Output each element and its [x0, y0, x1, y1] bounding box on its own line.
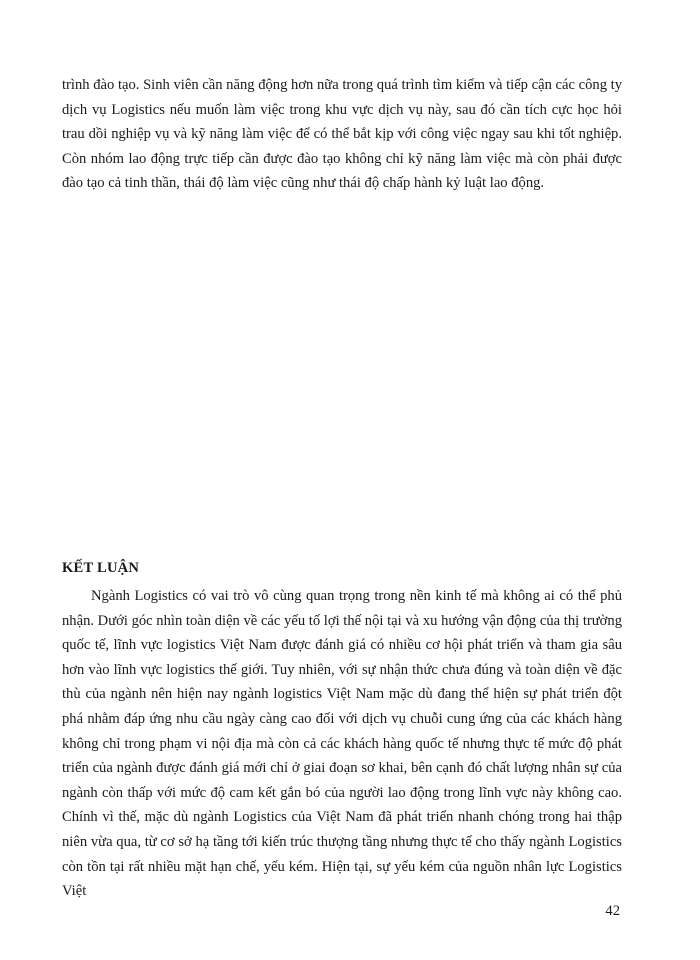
page-number: 42	[605, 903, 620, 919]
section-heading-conclusion: KẾT LUẬN	[62, 560, 140, 576]
body-paragraph-conclusion: Ngành Logistics có vai trò vô cùng quan trọng trong nền kinh tế mà không ai có thể phủ nhận. Dưới góc nhìn toàn diện về các yếu tố lợi thế nội tại và xu hướng vận động của thị trường quốc tế, lĩnh vực logistics Việt Nam được đánh giá có nhiều cơ hội phát triển và tham gia sâu hơn vào lĩnh vực logistics thế giới. Tuy nhiên, với sự nhận thức chưa đúng và toàn diện về đặc thù của ngành nên hiện nay ngành logistics Việt Nam mặc dù đang thể hiện sự phát triển đột phá nhằm đáp ứng nhu cầu ngày càng cao đối với dịch vụ chuỗi cung ứng của các khách hàng không chỉ trong phạm vi nội địa mà còn cả các khách hàng quốc tế nhưng thực tế mức độ phát triển của ngành được đánh giá mới chỉ ở giai đoạn sơ khai, bên cạnh đó chất lượng nhân sự của ngành còn thấp với mức độ cam kết gắn bó của người lao động trong lĩnh vực này không cao. Chính vì thế, mặc dù ngành Logistics của Việt Nam đã phát triển nhanh chóng trong hai thập niên vừa qua, từ cơ sở hạ tầng tới kiến trúc thượng tầng nhưng thực tế cho thấy ngành Logistics còn tồn tại rất nhiều mặt hạn chế, yếu kém. Hiện tại, sự yếu kém của nguồn nhân lực Logistics Việt	[62, 588, 622, 900]
body-paragraph-continuation: trình đào tạo. Sinh viên cần năng động hơn nữa trong quá trình tìm kiếm và tiếp cận các công ty dịch vụ Logistics nếu muốn làm việc trong khu vực dịch vụ này, sau đó cần tích cực học hỏi trau dồi nghiệp vụ và kỹ năng làm việc để có thể bắt kịp với công việc ngay sau khi tốt nghiệp. Còn nhóm lao động trực tiếp cần được đào tạo không chỉ kỹ năng làm việc mà còn phải được đào tạo cả tinh thần, thái độ làm việc cũng như thái độ chấp hành kỷ luật lao động.	[62, 77, 622, 192]
